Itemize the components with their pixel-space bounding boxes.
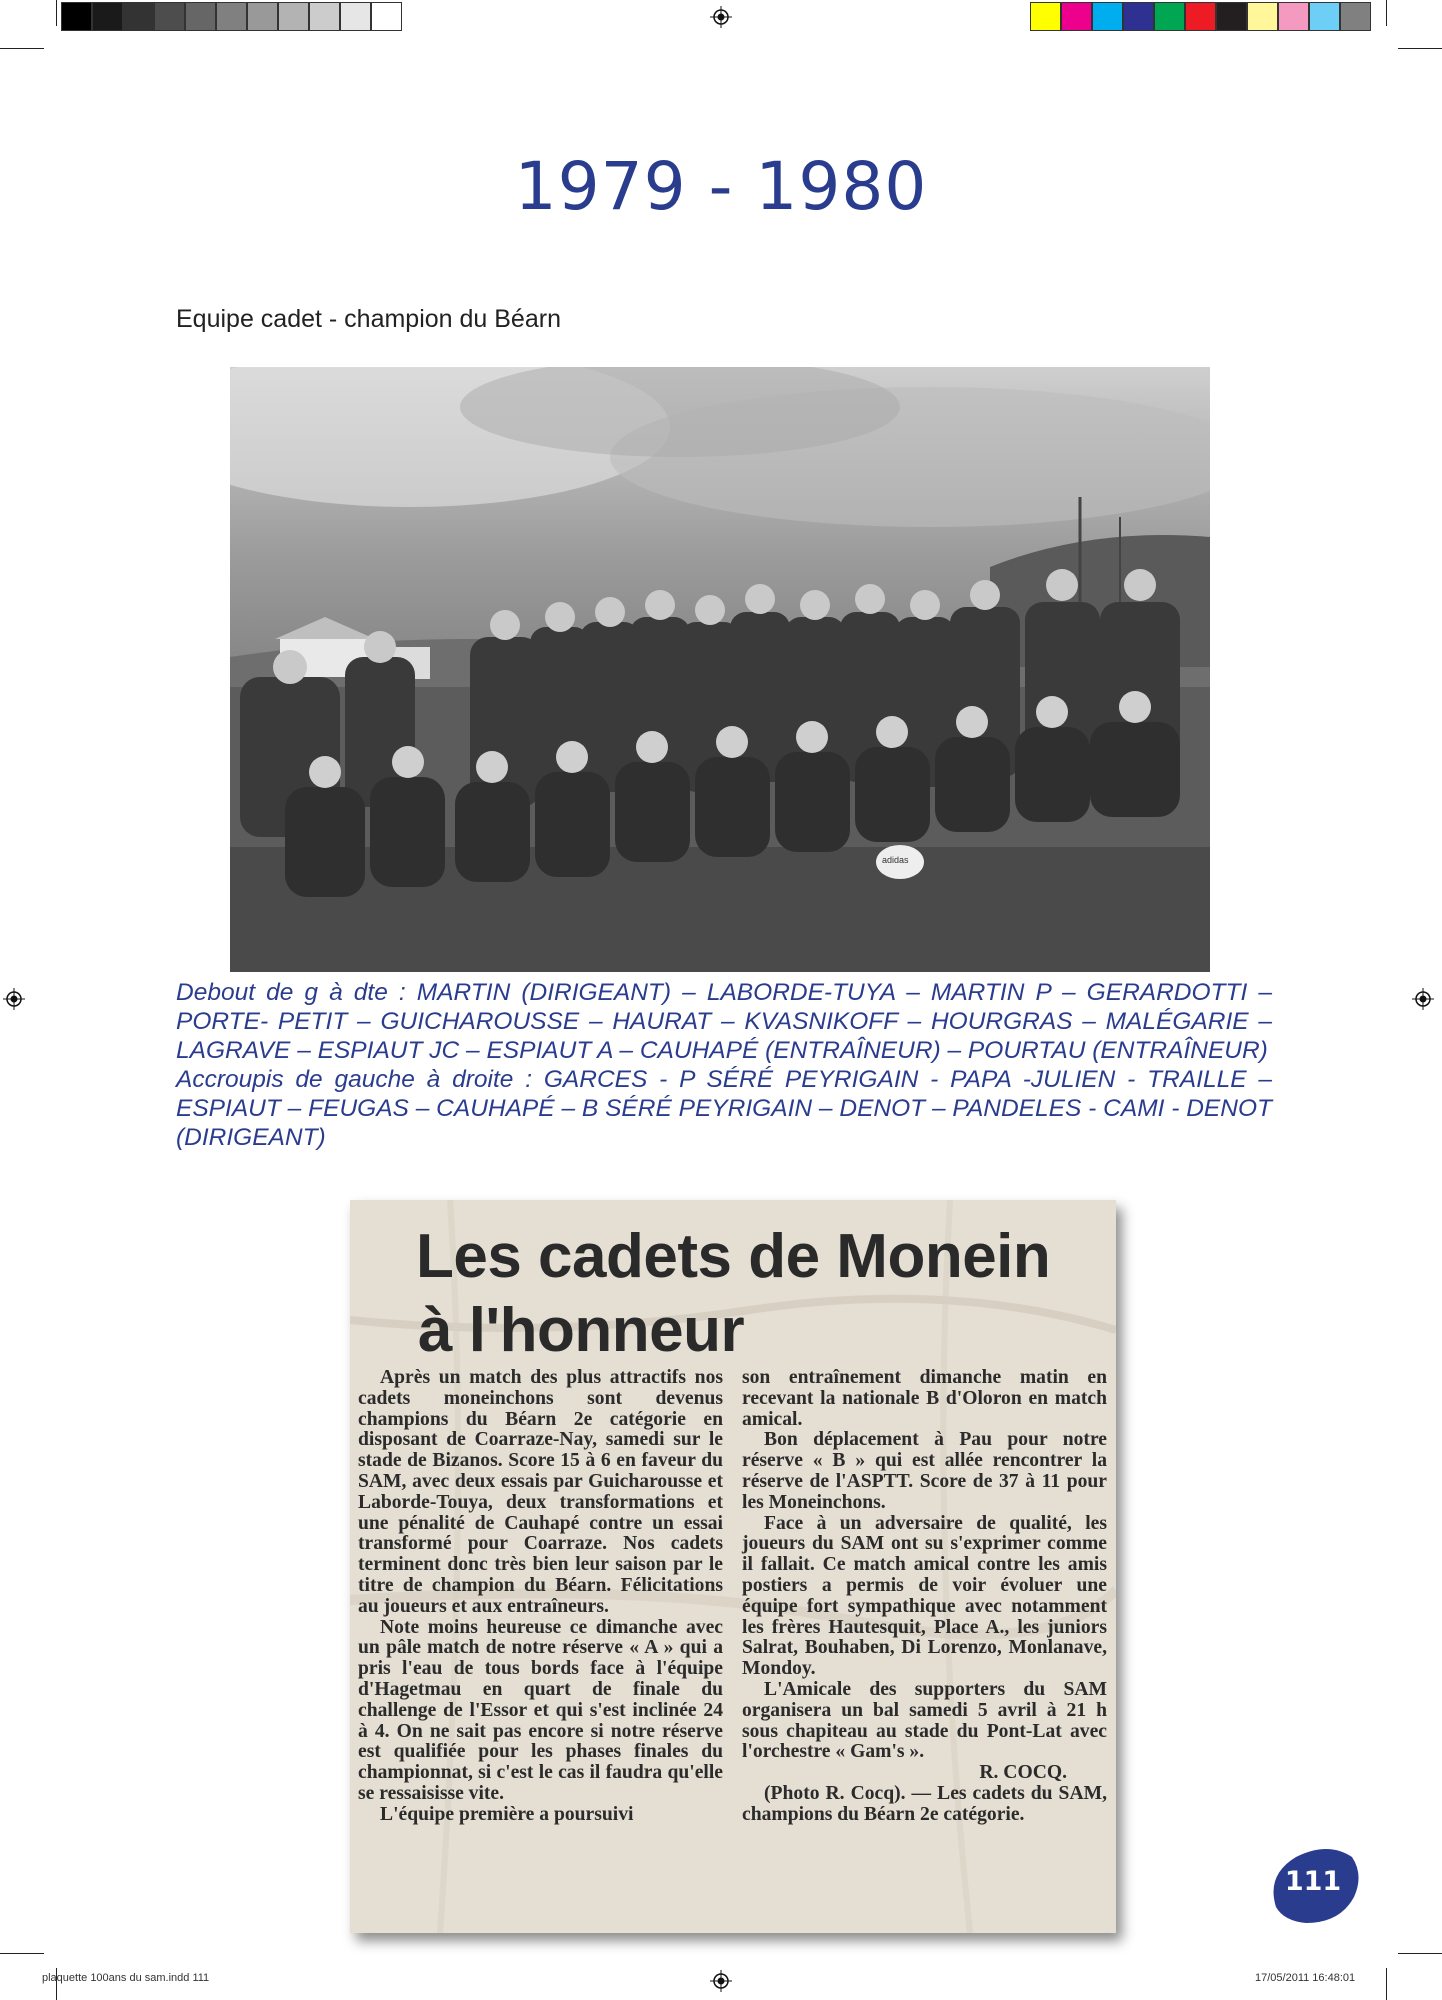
color-swatch: [1340, 2, 1371, 31]
clipping-signature: R. COCQ.: [979, 1762, 1067, 1784]
clipping-paragraph: Bon déplacement à Pau pour notre réserve « B » qui est allée rencontrer la réserve de l'ASPTT. Score de 37 à 11 pour les Moneinchons.: [742, 1429, 1107, 1513]
cmyk-color-bar: [1030, 2, 1371, 32]
crop-mark: [1386, 0, 1387, 26]
clipping-paragraph: L'Amicale des supporters du SAM organisera un bal samedi 5 avril à 21 h sous chapiteau au stade du Pont-Lat avec l'orchestre « Gam's ».: [742, 1678, 1107, 1763]
color-swatch: [185, 2, 216, 31]
color-swatch: [1185, 2, 1216, 31]
crop-mark: [56, 0, 57, 26]
color-swatch: [1309, 2, 1340, 31]
color-swatch: [61, 2, 92, 31]
photo-subtitle: Equipe cadet - champion du Béarn: [176, 305, 561, 333]
clipping-headline-line1: Les cadets de Monein: [416, 1222, 1051, 1291]
color-swatch: [1061, 2, 1092, 31]
color-swatch: [92, 2, 123, 31]
crop-mark: [1398, 48, 1442, 49]
color-swatch: [1216, 2, 1247, 31]
color-swatch: [340, 2, 371, 31]
color-swatch: [278, 2, 309, 31]
photo-caption: [176, 978, 1272, 1152]
footer-filename: plaquette 100ans du sam.indd 111: [42, 1972, 210, 1984]
color-swatch: [1278, 2, 1309, 31]
team-photo-illustration: [230, 367, 1210, 972]
clipping-paragraph: Face à un adversaire de qualité, les joueurs du SAM ont su s'exprimer comme il fallait. Ce match amical contre les amis postiers a permis de voir évoluer une équipe fort sympathique avec notamment les frères Hautesquit, Place A., les juniors Salrat, Bouhaben, Di Lorenzo, Monlanave, Mondoy.: [742, 1512, 1107, 1680]
clipping-paragraph: Note moins heureuse ce dimanche avec un pâle match de notre réserve « A » qui a pris l'eau de tous bords face à l'équipe d'Hagetmau en quart de finale du challenge de l'Essor et qui s'est inclinée 24 à 4. On ne sait pas encore si notre réserve est qualifiée pour les phases finales du championnat, si c'est le cas il faudra qu'elle se ressaisisse vite.: [358, 1616, 723, 1804]
caption-crouching: Accroupis de gauche à droite : GARCES - P SÉRÉ PEYRIGAIN - PAPA -JULIEN - TRAILLE – ESPIAUT – FEUGAS – CAUHAPÉ – B SÉRÉ PEYRIGAIN – DENOT – PANDELES - CAMI - DENOT (DIRIGEANT): [176, 1066, 1272, 1151]
registration-mark-icon: [710, 1970, 732, 1992]
clipping-headline: [416, 1220, 1116, 1368]
color-swatch: [216, 2, 247, 31]
page-number: 111: [1284, 1866, 1342, 1897]
color-swatch: [1247, 2, 1278, 31]
color-swatch: [1123, 2, 1154, 31]
ball-label: adidas: [882, 855, 909, 865]
clipping-headline-line2: à l'honneur: [418, 1296, 745, 1365]
caption-standing: Debout de g à dte : MARTIN (DIRIGEANT) – LABORDE-TUYA – MARTIN P – GERARDOTTI – PORTE- PETIT – GUICHAROUSSE – HAURAT – KVASNIKOFF – HOURGRAS – MALÉGARIE – LAGRAVE – ESPIAUT JC – ESPIAUT A – CAUHAPÉ (ENTRAÎNEUR) – POURTAU (ENTRAÎNEUR): [176, 979, 1272, 1064]
registration-mark-icon: [710, 6, 732, 28]
footer-timestamp: 17/05/2011 16:48:01: [1255, 1972, 1356, 1984]
clipping-paragraph: L'équipe première a poursuivi: [380, 1803, 634, 1825]
clipping-paragraph: son entraînement dimanche matin en recevant la nationale B d'Oloron en match amical.: [742, 1367, 1107, 1430]
registration-mark-icon: [1412, 988, 1434, 1010]
color-swatch: [154, 2, 185, 31]
team-photo: [230, 367, 1210, 972]
color-swatch: [247, 2, 278, 31]
color-swatch: [123, 2, 154, 31]
crop-mark: [0, 1953, 44, 1954]
clipping-photo-credit: (Photo R. Cocq). — Les cadets du SAM, champions du Béarn 2e catégorie.: [742, 1782, 1107, 1825]
crop-mark: [1398, 1953, 1442, 1954]
crop-mark: [0, 48, 44, 49]
newspaper-clipping: [350, 1200, 1116, 1933]
clipping-paragraph: Après un match des plus attractifs nos cadets moneinchons sont devenus champions du Béarn 2e catégorie en disposant de Coarraze-Nay, samedi sur le stade de Bizanos. Score 15 à 6 en faveur du SAM, avec deux essais par Guicharousse et Laborde-Touya, deux transformations et une pénalité de Cauhapé contre un essai transformé pour Coarraze. Nos cadets terminent donc très bien leur saison par le titre de champion du Béarn. Félicitations au joueurs et aux entraîneurs.: [358, 1367, 723, 1617]
color-swatch: [1154, 2, 1185, 31]
gray-color-bar: [61, 2, 402, 32]
color-swatch: [371, 2, 402, 31]
registration-mark-icon: [3, 988, 25, 1010]
clipping-column-1: [358, 1368, 723, 1826]
color-swatch: [1030, 2, 1061, 31]
color-swatch: [309, 2, 340, 31]
clipping-column-2: [742, 1368, 1107, 1826]
color-swatch: [1092, 2, 1123, 31]
page-title: 1979 - 1980: [514, 148, 928, 225]
crop-mark: [1386, 1968, 1387, 2000]
